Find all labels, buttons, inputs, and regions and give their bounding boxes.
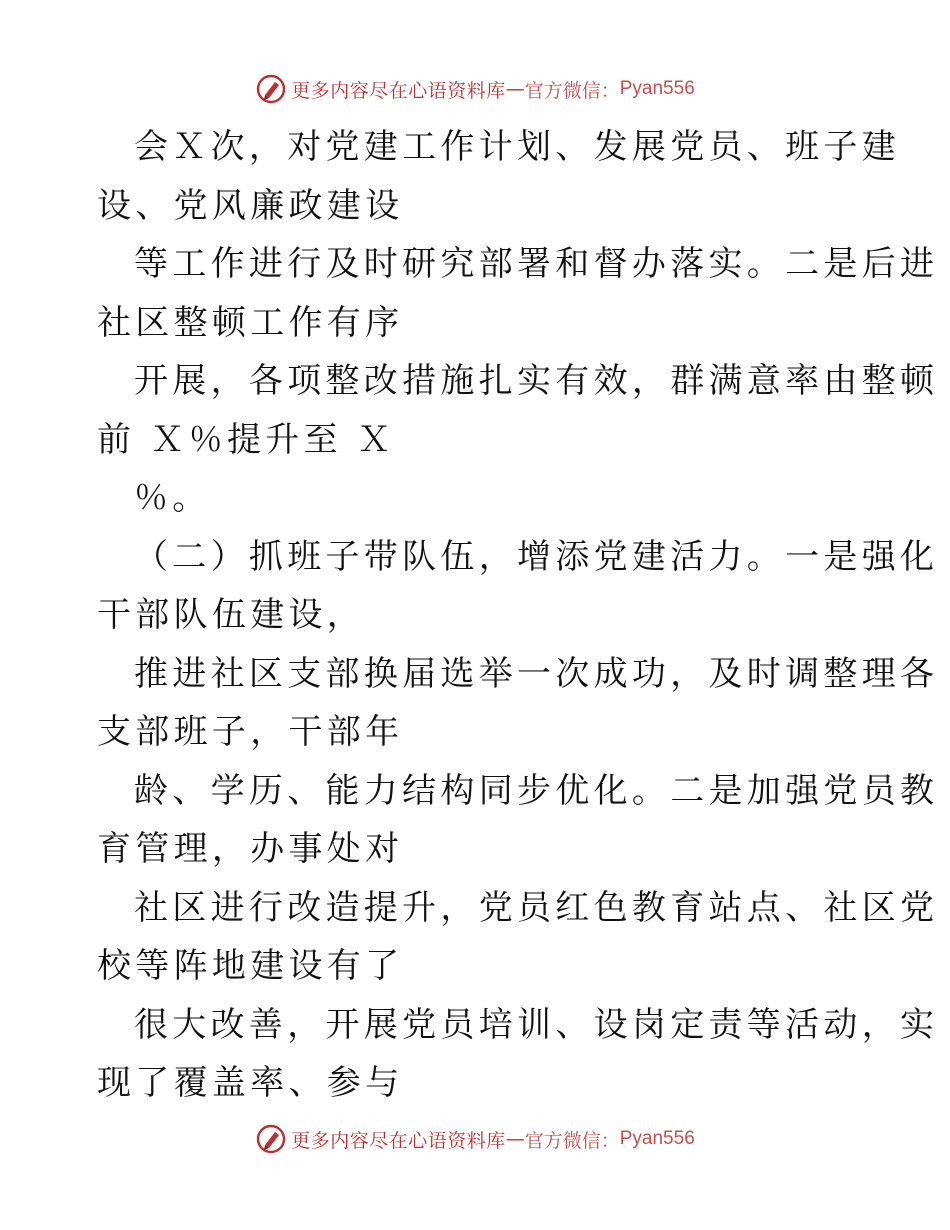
body-text-line: 支部班子，干部年	[97, 712, 404, 752]
footer-banner-text: 更多内容尽在心语资料库	[291, 1129, 506, 1152]
footer-watermark-banner	[0, 1121, 950, 1157]
body-text-line: （二）抓班子带队伍，增添党建活力。一是强化	[134, 536, 939, 577]
document-body	[97, 118, 939, 1113]
body-text-line: 育管理，办事处对	[97, 829, 404, 869]
pen-logo-icon	[255, 1123, 287, 1155]
body-text-line: 开展，各项整改措施扎实有效，群满意率由整顿	[134, 361, 939, 401]
body-text-line: 龄、学历、能力结构同步优化。二是加强党员教	[134, 770, 939, 811]
body-text-line: ％。	[134, 478, 211, 518]
header-banner-text: 更多内容尽在心语资料库	[291, 79, 506, 102]
header-banner-wechat-id: Pyan556	[619, 78, 695, 99]
footer-banner-wechat-id: Pyan556	[619, 1128, 695, 1149]
body-text-line: 前 Ｘ％提升至 Ｘ	[97, 419, 396, 460]
body-text-line: 校等阵地建设有了	[97, 946, 404, 986]
pen-logo-icon	[255, 73, 287, 105]
header-banner-separator: —	[505, 78, 525, 100]
body-text-line: 很大改善，开展党员培训、设岗定责等活动，实	[134, 1004, 939, 1045]
header-watermark-banner	[0, 71, 950, 107]
body-text-line: 会Ｘ次，对党建工作计划、发展党员、班子建	[134, 127, 900, 167]
footer-banner-wechat-label: 官方微信：	[524, 1129, 620, 1152]
body-text-line: 等工作进行及时研究部署和督办落实。二是后进	[134, 244, 939, 284]
body-text-line: 设、党风廉政建设	[97, 185, 404, 226]
body-text-line: 社区整顿工作有序	[97, 302, 404, 343]
footer-banner-separator: —	[505, 1128, 525, 1150]
body-text-line: 干部队伍建设，	[97, 595, 366, 635]
body-text-line: 现了覆盖率、参与	[97, 1063, 404, 1103]
header-banner-wechat-label: 官方微信：	[524, 79, 620, 102]
body-text-line: 社区进行改造提升，党员红色教育站点、社区党	[134, 887, 939, 928]
body-text-line: 推进社区支部换届选举一次成功，及时调整理各	[134, 653, 939, 694]
